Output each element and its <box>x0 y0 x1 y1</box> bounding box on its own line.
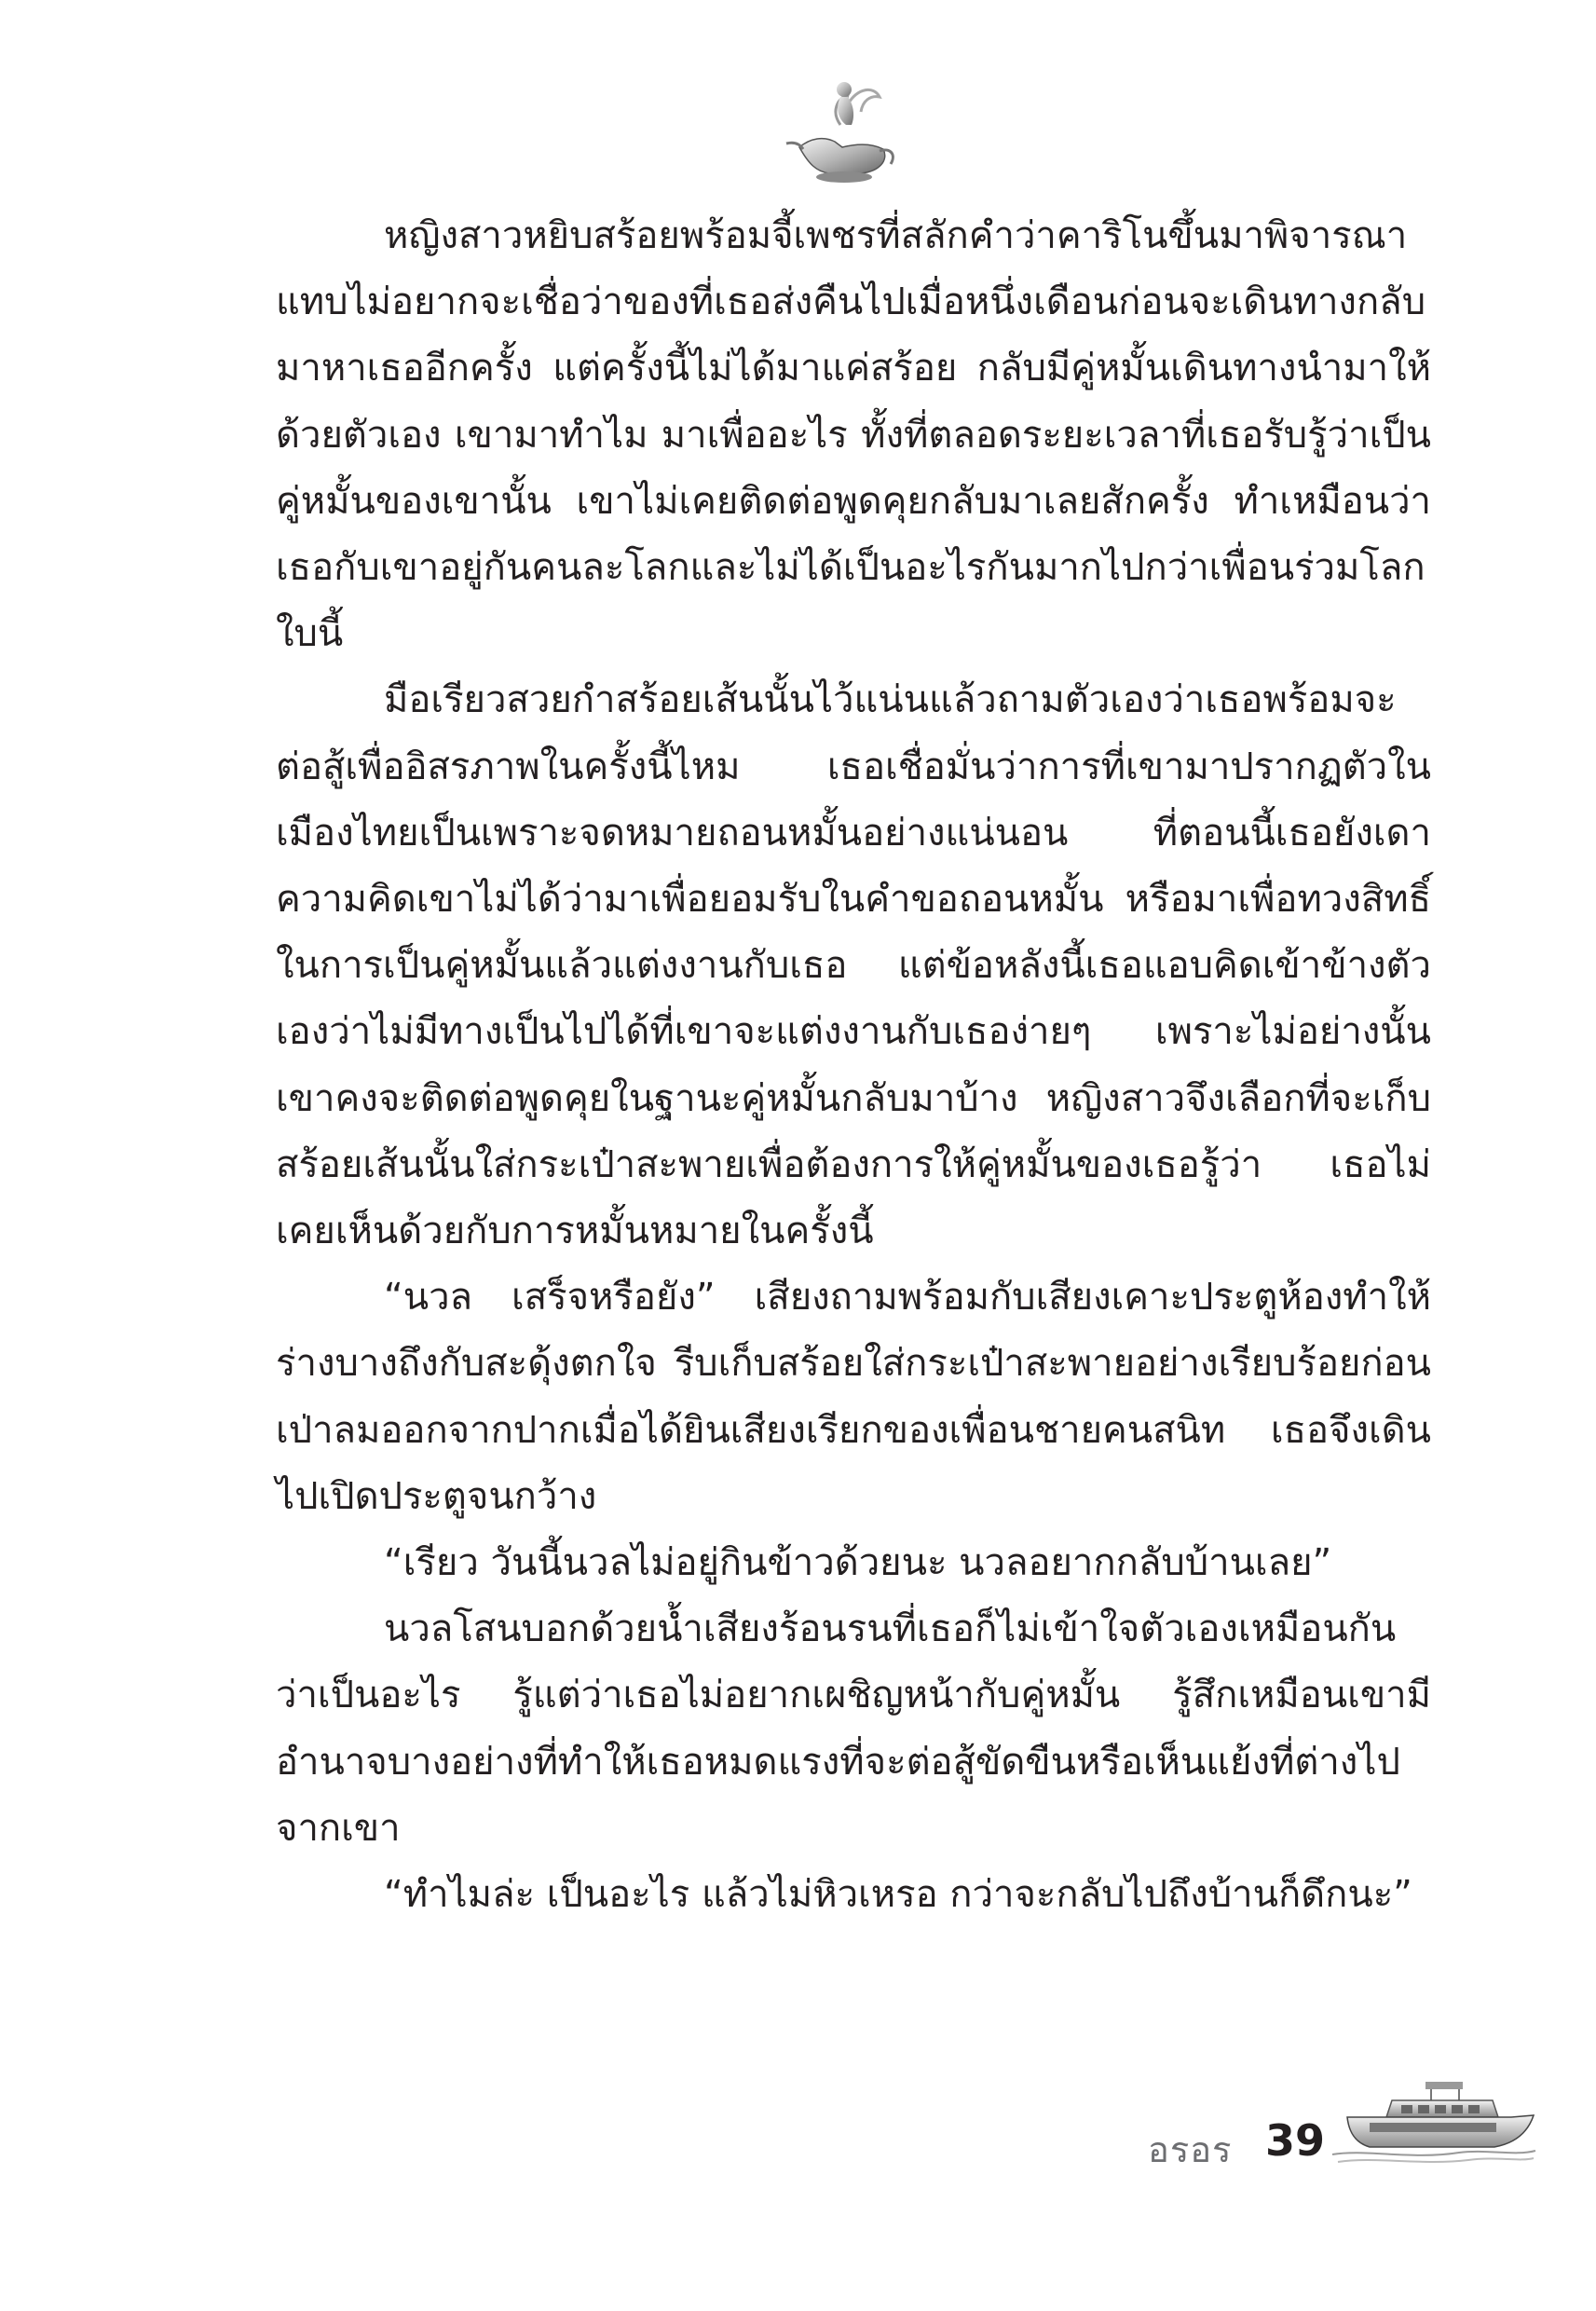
paragraph: นวลโสนบอกด้วยน้ำเสียงร้อนรนที่เธอก็ไม่เข้าใจตัวเองเหมือนกันว่าเป็นอะไร รู้แต่ว่าเธอไม่อยากเผชิญหน้ากับคู่หมั้น รู้สึกเหมือนเขามีอำนาจบางอย่างที่ทำให้เธอหมดแรงที่จะต่อสู้ขัดขืนหรือเห็นแย้งที่ต่างไปจากเขา <box>276 1607 1431 1850</box>
paragraph: “นวล เสร็จหรือยัง” เสียงถามพร้อมกับเสียงเคาะประตูห้องทำให้ร่างบางถึงกับสะดุ้งตกใจ รีบเก็บสร้อยใส่กระเป๋าสะพายอย่างเรียบร้อยก่อนเป่าลมออกจากปากเมื่อได้ยินเสียงเรียกของเพื่อนชายคนสนิท เธอจึงเดินไปเปิดประตูจนกว้าง <box>276 1276 1431 1518</box>
boat-ornament-icon <box>1329 2078 1537 2171</box>
page-footer <box>1146 2106 1537 2181</box>
paragraph: “เรียว วันนี้นวลไม่อยู่กินข้าวด้วยนะ นวลอยากกลับบ้านเลย” <box>384 1541 1332 1585</box>
paragraph: มือเรียวสวยกำสร้อยเส้นนั้นไว้แน่นแล้วถามตัวเองว่าเธอพร้อมจะต่อสู้เพื่ออิสรภาพในครั้งนี้ไหม เธอเชื่อมั่นว่าการที่เขามาปรากฏตัวในเมืองไทยเป็นเพราะจดหมายถอนหมั้นอย่างแน่นอน ที่ตอนนี้เธอยังเดาความคิดเขาไม่ได้ว่ามาเพื่อยอมรับในคำขอถอนหมั้น หรือมาเพื่อทวงสิทธิ์ในการเป็นคู่หมั้นแล้วแต่งงานกับเธอ แต่ข้อหลังนี้เธอแอบคิดเข้าข้างตัวเองว่าไม่มีทางเป็นไปได้ที่เขาจะแต่งงานกับเธอง่ายๆ เพราะไม่อย่างนั้นเขาคงจะติดต่อพูดคุยในฐานะคู่หมั้นกลับมาบ้าง หญิงสาวจึงเลือกที่จะเก็บสร้อยเส้นนั้นใส่กระเป๋าสะพายเพื่อต้องการให้คู่หมั้นของเธอรู้ว่า เธอไม่เคยเห็นด้วยกับการหมั้นหมายในครั้งนี้ <box>276 678 1431 1253</box>
paragraph: หญิงสาวหยิบสร้อยพร้อมจี้เพชรที่สลักคำว่าคาริโนขึ้นมาพิจารณา แทบไม่อยากจะเชื่อว่าของที่เธอส่งคืนไปเมื่อหนึ่งเดือนก่อนจะเดินทางกลับมาหาเธออีกครั้ง แต่ครั้งนี้ไม่ได้มาแค่สร้อย กลับมีคู่หมั้นเดินทางนำมาให้ด้วยตัวเอง เขามาทำไม มาเพื่ออะไร ทั้งที่ตลอดระยะเวลาที่เธอรับรู้ว่าเป็นคู่หมั้นของเขานั้น เขาไม่เคยติดต่อพูดคุยกลับมาเลยสักครั้ง ทำเหมือนว่าเธอกับเขาอยู่กันคนละโลกและไม่ได้เป็นอะไรกันมากไปกว่าเพื่อนร่วมโลกใบนี้ <box>276 214 1431 656</box>
oil-lamp-ornament-icon <box>783 67 904 188</box>
body-text <box>276 203 1431 1928</box>
running-head-author: อรอร <box>1148 2129 1233 2170</box>
page-number: 39 <box>1265 2115 1326 2166</box>
paragraph: “ทำไมล่ะ เป็นอะไร แล้วไม่หิวเหรอ กว่าจะกลับไปถึงบ้านก็ดึกนะ” <box>384 1873 1412 1917</box>
